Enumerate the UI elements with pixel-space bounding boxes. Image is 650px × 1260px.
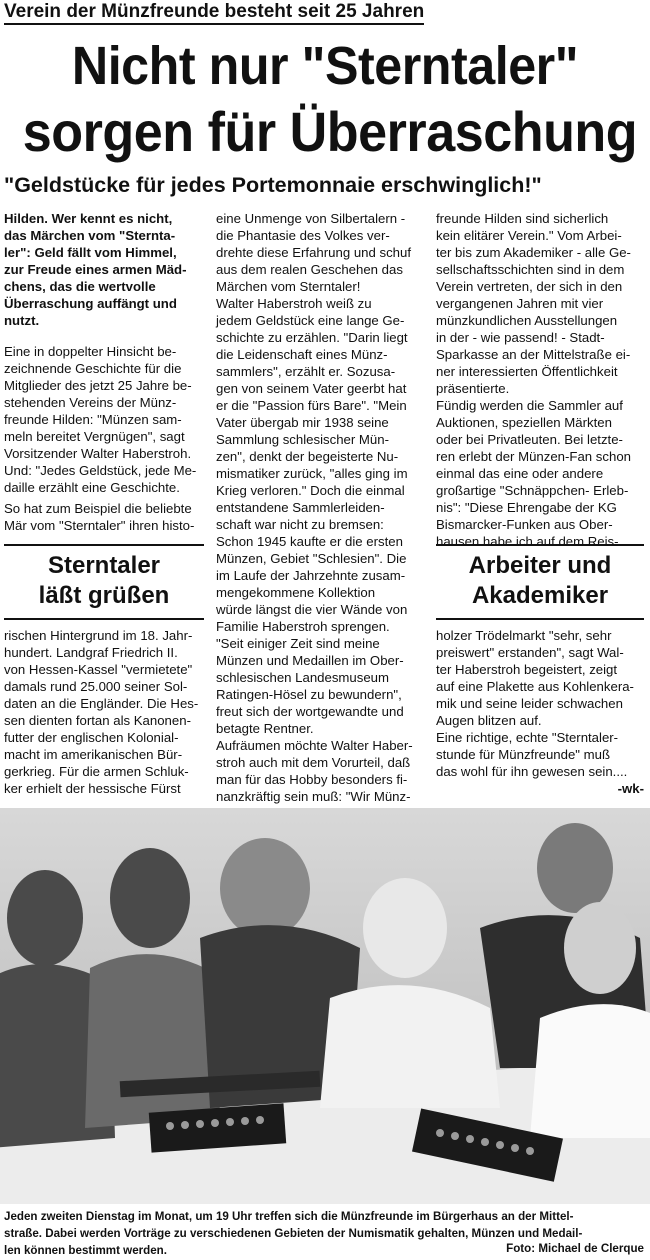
subheadline: "Geldstücke für jedes Portemonnaie erschwinglich!" xyxy=(4,173,542,197)
headline-line-2: sorgen für Überraschung xyxy=(22,100,638,163)
paragraph-intro: Eine in doppelter Hinsicht be- zeichnende Geschichte für die Mitglieder des jetzt 25 Jahre be- stehenden Vereins der Münz- freunde Hilden: "Münzen sam- meln bereitet Vergnügen", sagt Vorsitzender Walter Haberstroh. Und: "Jedes Geldstück, jede Me- daille erzählt eine Geschichte. xyxy=(4,344,197,495)
author-signature: -wk- xyxy=(617,781,644,796)
box-title-arbeiter: Arbeiter und Akademiker xyxy=(436,544,644,620)
kicker: Verein der Münzfreunde besteht seit 25 Jahren xyxy=(4,1,424,25)
paragraph-example: So hat zum Beispiel die beliebte Mär vom "Sterntaler" ihren histo- xyxy=(4,501,195,533)
headline-line-1: Nicht nur "Sterntaler" xyxy=(71,36,579,96)
photo-coin-collectors xyxy=(0,808,650,1204)
column-2-text: eine Unmenge von Silbertalern - die Phantasie des Volkes ver- drehte diese Erfahrung und schuf aus dem realen Geschehen das Märchen vom Sterntaler! Walter Haberstroh weiß zu jedem Geldstück eine lange Ge- schichte zu erzählen. "Darin liegt die Leidenschaft eines Münz- sammlers", erzählt er. Sozusa- gen von seinem Vater geerbt hat er die "Passion fürs Bare". "Mein Vater übergab mir 1938 seine Sammlung schlesischer Mün- zen", denkt der begeisterte Nu- mismatiker zurück, "alles ging im Krieg verloren." Doch die einmal entstandene Sammlerleiden- schaft war nicht zu bremsen: Schon 1945 kaufte er die ersten Münzen, Gebiet "Schlesien". Die im Laufe der Jahrzehnte zusam- mengekommene Kollektion würde längst die vier Wände von Familie Haberstroh sprengen. "Seit einiger Zeit sind meine Münzen und Medaillen im Ober- schlesischen Landesmuseum Ratingen-Hösel zu bewundern", freut sich der wortgewandte und betagte Rentner. Aufräumen möchte Walter Haber- stroh auch mit dem Vorurteil, daß man für das Hobby besonders fi- nanzkräftig sein muß: "Wir Münz- xyxy=(216,211,413,804)
paragraph-history: rischen Hintergrund im 18. Jahr- hundert. Landgraf Friedrich II. von Hessen-Kassel "vermietete" damals rund 25.000 seiner Sol- daten an die Engländer. Die Hes- sen dienten fortan als Kanonen- futter der englischen Kolonial- macht im amerikanischen Bür- gerkrieg. Für die armen Schluk- ker erhielt der hessische Fürst xyxy=(4,628,199,796)
lead-paragraph: Hilden. Wer kennt es nicht, das Märchen vom "Sternta- ler": Geld fällt vom Himmel, zur Freude eines armen Mäd- chens, das die wertvolle Überraschung auffängt und nutzt. xyxy=(4,211,187,328)
box-title-sterntaler: Sterntaler läßt grüßen xyxy=(4,544,204,620)
photo-credit: Foto: Michael de Clerque xyxy=(506,1242,644,1255)
photo-caption: Jeden zweiten Dienstag im Monat, um 19 Uhr treffen sich die Münzfreunde im Bürgerhaus an der Mittel- straße. Dabei werden Vorträge zu verschiedenen Gebieten der Numismatik gehalten, Münzen und Medail- len können bestimmt werden. xyxy=(4,1210,583,1257)
column-3-text: freunde Hilden sind sicherlich kein elitärer Verein." Vom Arbei- ter bis zum Akademiker - alle Ge- sellschaftsschichten sind in dem Verein vertreten, der sich in den vergangenen Jahren mit vier münzkundlichen Ausstellungen in der - wie passend! - Stadt- Sparkasse an der Mittelstraße ei- ner interessierten Öffentlichkeit präsentierte. Fündig werden die Sammler auf Auktionen, speziellen Märkten oder bei Privatleuten. Bei letzte- ren erlebt der Münzen-Fan schon einmal das eine oder andere großartige "Schnäppchen- Erleb- nis": "Diese Ehrengabe der KG Bismarcker-Funken aus Ober- hausen habe ich auf dem Reis- xyxy=(436,211,631,549)
column-3-text-continued: holzer Trödelmarkt "sehr, sehr preiswert" erstanden", sagt Wal- ter Haberstroh begeistert, zeigt auf eine Plakette aus Kohlenkera- mik und seine leider schwachen Augen blitzen auf. Eine richtige, echte "Sterntaler- stunde für Münzfreunde" muß das wohl für ihn gewesen sein.... xyxy=(436,628,634,779)
